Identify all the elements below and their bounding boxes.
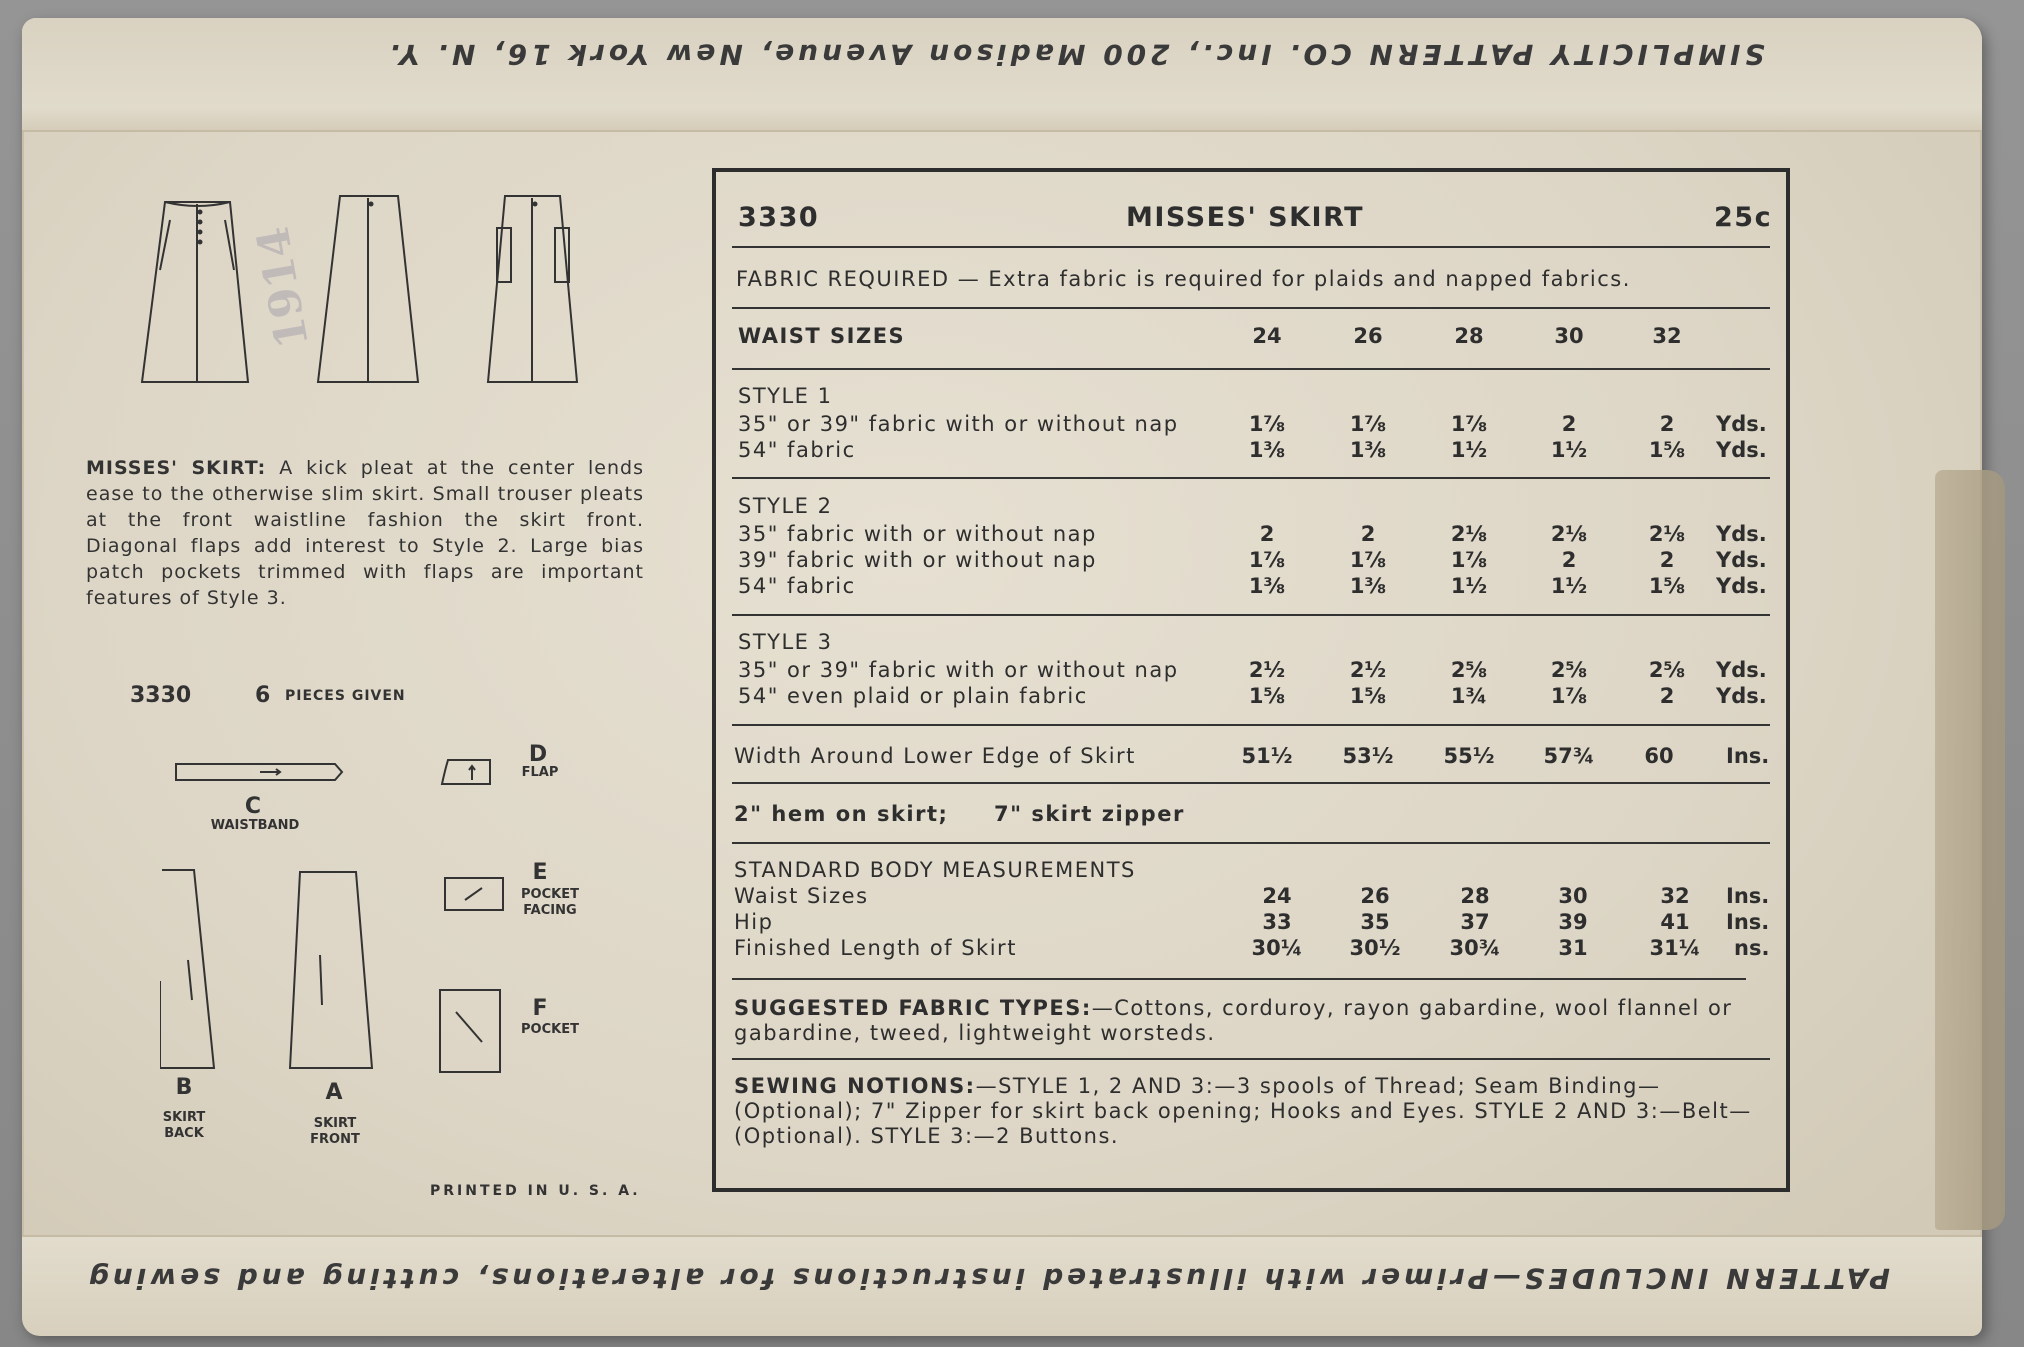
printed-in-usa: PRINTED IN U. S. A.	[430, 1183, 641, 1199]
style1-row2-v24: 1⅜	[1248, 438, 1286, 462]
piece-d-label: FLAP	[521, 765, 559, 780]
style3-row1-v30: 2⅝	[1550, 658, 1588, 682]
style2-row2-v28: 1⅞	[1450, 548, 1488, 572]
style2-row1-v24: 2	[1259, 522, 1275, 546]
suggested-fabrics	[734, 996, 1764, 1046]
body-waist-v32: 32	[1660, 884, 1690, 908]
body-hip-v26: 35	[1360, 910, 1390, 934]
skirt-views-illustration	[130, 190, 600, 390]
style1-row1-label: 35" or 39" fabric with or without nap	[738, 412, 1179, 436]
width-v30: 57¾	[1543, 744, 1595, 768]
piece-a-label: SKIRT FRONT	[310, 1116, 360, 1147]
style3-row1-v24: 2½	[1248, 658, 1286, 682]
size-col-28: 28	[1454, 324, 1484, 348]
style2-row1-v28: 2⅛	[1450, 522, 1488, 546]
style2-title: STYLE 2	[738, 494, 833, 518]
waist-sizes-header: WAIST SIZES	[738, 324, 906, 348]
piece-b-label: SKIRT BACK	[162, 1110, 206, 1141]
skirt-back-piece	[160, 870, 214, 1068]
pieces-label: PIECES GIVEN	[285, 688, 406, 704]
piece-c-letter: C	[244, 794, 262, 819]
sewing-notions-text: —STYLE 1, 2 AND 3:—3 spools of Thread; Seam Binding—(Optional); 7" Zipper for skirt back opening; Hooks and Eyes. STYLE 2 AND 3:—Belt—(Optional). STYLE 3:—2 Buttons.	[734, 1074, 1752, 1148]
body-waist-v28: 28	[1460, 884, 1490, 908]
piece-e-letter: E	[532, 860, 548, 885]
suggested-fabrics-heading: SUGGESTED FABRIC TYPES:	[734, 996, 1092, 1020]
chart-pattern-number: 3330	[738, 202, 820, 233]
width-v24: 51½	[1241, 744, 1293, 768]
style2-row3-v26: 1⅜	[1349, 574, 1387, 598]
style3-row2-v30: 1⅞	[1550, 684, 1588, 708]
body-length-v26: 30½	[1349, 936, 1401, 960]
style2-row2-unit: Yds.	[1716, 548, 1767, 572]
style2-row1-v32: 2⅛	[1648, 522, 1686, 546]
skirt-front-piece	[290, 872, 372, 1068]
sewing-notions	[734, 1074, 1764, 1149]
style3-row1-unit: Yds.	[1716, 658, 1767, 682]
chart-title: MISSES' SKIRT	[1126, 202, 1365, 233]
style2-row1-v30: 2⅛	[1550, 522, 1588, 546]
style1-skirt-sketch	[142, 202, 248, 382]
suggested-fabrics-text: —Cottons, corduroy, rayon gabardine, wool flannel or gabardine, tweed, lightweight worsteds.	[734, 996, 1733, 1045]
body-hip-v32: 41	[1660, 910, 1690, 934]
style3-row2-label: 54" even plaid or plain fabric	[738, 684, 1088, 708]
style2-row3-v32: 1⅝	[1648, 574, 1686, 598]
body-waist-v26: 26	[1360, 884, 1390, 908]
body-waist-label: Waist Sizes	[734, 884, 869, 908]
width-v26: 53½	[1342, 744, 1394, 768]
pieces-pattern-number: 3330	[130, 683, 192, 708]
description-text: A kick pleat at the center lends ease to the otherwise slim skirt. Small trouser pleats at the front waistline fashion the skirt front. Diagonal flaps add interest to Style 2. Large bias patch pockets trimmed with flaps are important features of Style 3.	[86, 457, 644, 609]
body-waist-v24: 24	[1262, 884, 1292, 908]
style1-row1-v28: 1⅞	[1450, 412, 1488, 436]
flap-piece	[442, 760, 490, 784]
pattern-includes-note: PATTERN INCLUDES—Primer with illustrated instructions for alterations, cutting and sewing	[84, 1262, 1890, 1295]
piece-c-label: WAISTBAND	[210, 818, 300, 833]
width-v28: 55½	[1443, 744, 1495, 768]
pieces-count: 6	[255, 683, 271, 708]
style2-row3-unit: Yds.	[1716, 574, 1767, 598]
torn-edge	[1935, 470, 2005, 1230]
style3-row1-v26: 2½	[1349, 658, 1387, 682]
style2-row2-v30: 2	[1561, 548, 1577, 572]
body-hip-label: Hip	[734, 910, 774, 934]
body-hip-v28: 37	[1460, 910, 1490, 934]
style1-row1-v30: 2	[1561, 412, 1577, 436]
style2-row2-label: 39" fabric with or without nap	[738, 548, 1097, 572]
style1-row2-v28: 1½	[1450, 438, 1488, 462]
waistband-piece	[176, 764, 342, 780]
body-length-unit: ns.	[1734, 936, 1770, 960]
style3-row2-v28: 1¾	[1450, 684, 1488, 708]
piece-e-label: POCKET FACING	[521, 887, 579, 918]
piece-a-letter: A	[325, 1080, 343, 1105]
style3-row1-v32: 2⅝	[1648, 658, 1686, 682]
style2-row3-v28: 1½	[1450, 574, 1488, 598]
size-col-30: 30	[1554, 324, 1584, 348]
style1-row2-v32: 1⅝	[1648, 438, 1686, 462]
piece-d-letter: D	[528, 742, 548, 767]
style1-title: STYLE 1	[738, 384, 833, 408]
pocket-piece	[440, 990, 500, 1072]
piece-f-label: POCKET	[521, 1022, 579, 1037]
style3-row1-v28: 2⅝	[1450, 658, 1488, 682]
body-measurements-title: STANDARD BODY MEASUREMENTS	[734, 858, 1136, 882]
style2-row3-label: 54" fabric	[738, 574, 856, 598]
chart-price: 25c	[1714, 202, 1773, 233]
piece-f-letter: F	[532, 996, 548, 1021]
style2-row2-v26: 1⅞	[1349, 548, 1387, 572]
style2-row2-v32: 2	[1659, 548, 1675, 572]
body-length-v30: 31	[1558, 936, 1588, 960]
piece-b-letter: B	[175, 1075, 193, 1100]
top-flap	[22, 18, 1982, 132]
size-col-32: 32	[1652, 324, 1682, 348]
style1-row1-v24: 1⅞	[1248, 412, 1286, 436]
publisher-address: SIMPLICITY PATTERN CO. Inc., 200 Madison Avenue, New York 16, N. Y.	[385, 38, 1765, 71]
size-col-26: 26	[1353, 324, 1383, 348]
width-unit: Ins.	[1726, 744, 1770, 768]
description-heading: MISSES' SKIRT:	[86, 457, 267, 479]
body-hip-v24: 33	[1262, 910, 1292, 934]
body-length-v24: 30¼	[1251, 936, 1303, 960]
style2-row3-v30: 1½	[1550, 574, 1588, 598]
style2-row1-v26: 2	[1360, 522, 1376, 546]
body-length-v28: 30¾	[1449, 936, 1501, 960]
style3-title: STYLE 3	[738, 630, 833, 654]
style1-row1-unit: Yds.	[1716, 412, 1767, 436]
style2-row3-v24: 1⅜	[1248, 574, 1286, 598]
hem-note: 2" hem on skirt;	[734, 802, 949, 826]
style3-row2-v26: 1⅝	[1349, 684, 1387, 708]
size-col-24: 24	[1252, 324, 1282, 348]
sewing-notions-heading: SEWING NOTIONS:	[734, 1074, 976, 1098]
style3-row2-v24: 1⅝	[1248, 684, 1286, 708]
style2-row2-v24: 1⅞	[1248, 548, 1286, 572]
width-row-label: Width Around Lower Edge of Skirt	[734, 744, 1136, 768]
style1-row1-v26: 1⅞	[1349, 412, 1387, 436]
style3-row2-unit: Yds.	[1716, 684, 1767, 708]
style1-row2-unit: Yds.	[1716, 438, 1767, 462]
style3-row2-v32: 2	[1659, 684, 1675, 708]
body-waist-v30: 30	[1558, 884, 1588, 908]
style1-row2-label: 54" fabric	[738, 438, 856, 462]
style1-row1-v32: 2	[1659, 412, 1675, 436]
pencil-stamp: 1914	[247, 222, 319, 353]
body-length-v32: 31¼	[1649, 936, 1701, 960]
fabric-chart-box	[712, 168, 1790, 1192]
style2-row1-label: 35" fabric with or without nap	[738, 522, 1097, 546]
style2-row1-unit: Yds.	[1716, 522, 1767, 546]
zipper-note: 7" skirt zipper	[994, 802, 1185, 826]
style1-row2-v30: 1½	[1550, 438, 1588, 462]
fabric-required-note: FABRIC REQUIRED — Extra fabric is required for plaids and napped fabrics.	[736, 267, 1631, 291]
body-waist-unit: Ins.	[1726, 884, 1770, 908]
body-hip-unit: Ins.	[1726, 910, 1770, 934]
width-v32: 60	[1644, 744, 1674, 768]
style3-row1-label: 35" or 39" fabric with or without nap	[738, 658, 1179, 682]
body-hip-v30: 39	[1558, 910, 1588, 934]
skirt-description	[86, 455, 644, 611]
body-length-label: Finished Length of Skirt	[734, 936, 1017, 960]
style1-row2-v26: 1⅜	[1349, 438, 1387, 462]
pattern-pieces-diagram	[160, 750, 600, 1090]
